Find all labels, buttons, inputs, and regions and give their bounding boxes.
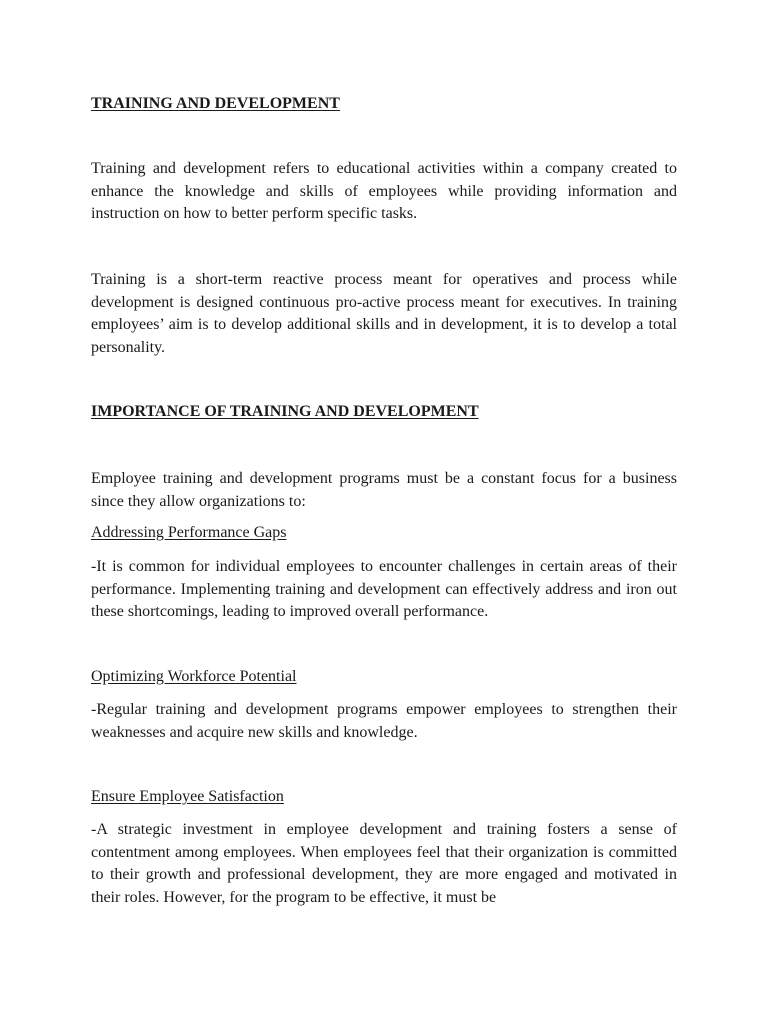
section-body-employee-satisfaction: -A strategic investment in employee development and training fosters a sense of contentment among employees. When employees feel that their organization is committed to their growth and professional development, they are more engaged and motivated in their roles. However, for the program to be effective, it must be (91, 821, 677, 906)
paragraph-comparison: Training is a short-term reactive process meant for operatives and process while development is designed continuous pro-active process meant for executives. In training employees’ aim is to develop additional skills and in development, it is to develop a total personality. (91, 271, 677, 356)
paragraph-intro: Employee training and development programs must be a constant focus for a business since they allow organizations to: (91, 470, 677, 510)
heading-importance: IMPORTANCE OF TRAINING AND DEVELOPMENT (91, 403, 479, 420)
section-body-workforce-potential: -Regular training and development programs empower employees to strengthen their weaknesses and acquire new skills and knowledge. (91, 701, 677, 741)
section-title-performance-gaps: Addressing Performance Gaps (91, 524, 287, 541)
section-title-employee-satisfaction: Ensure Employee Satisfaction (91, 788, 284, 805)
section-title-workforce-potential: Optimizing Workforce Potential (91, 668, 297, 685)
paragraph-definition: Training and development refers to educational activities within a company created to enhance the knowledge and skills of employees while providing information and instruction on how to better perform specific tasks. (91, 160, 677, 222)
section-body-performance-gaps: -It is common for individual employees to encounter challenges in certain areas of their performance. Implementing training and development can effectively address and iron out these shortcomings, leading to improved overall performance. (91, 558, 677, 620)
heading-training-and-development: TRAINING AND DEVELOPMENT (91, 95, 340, 112)
